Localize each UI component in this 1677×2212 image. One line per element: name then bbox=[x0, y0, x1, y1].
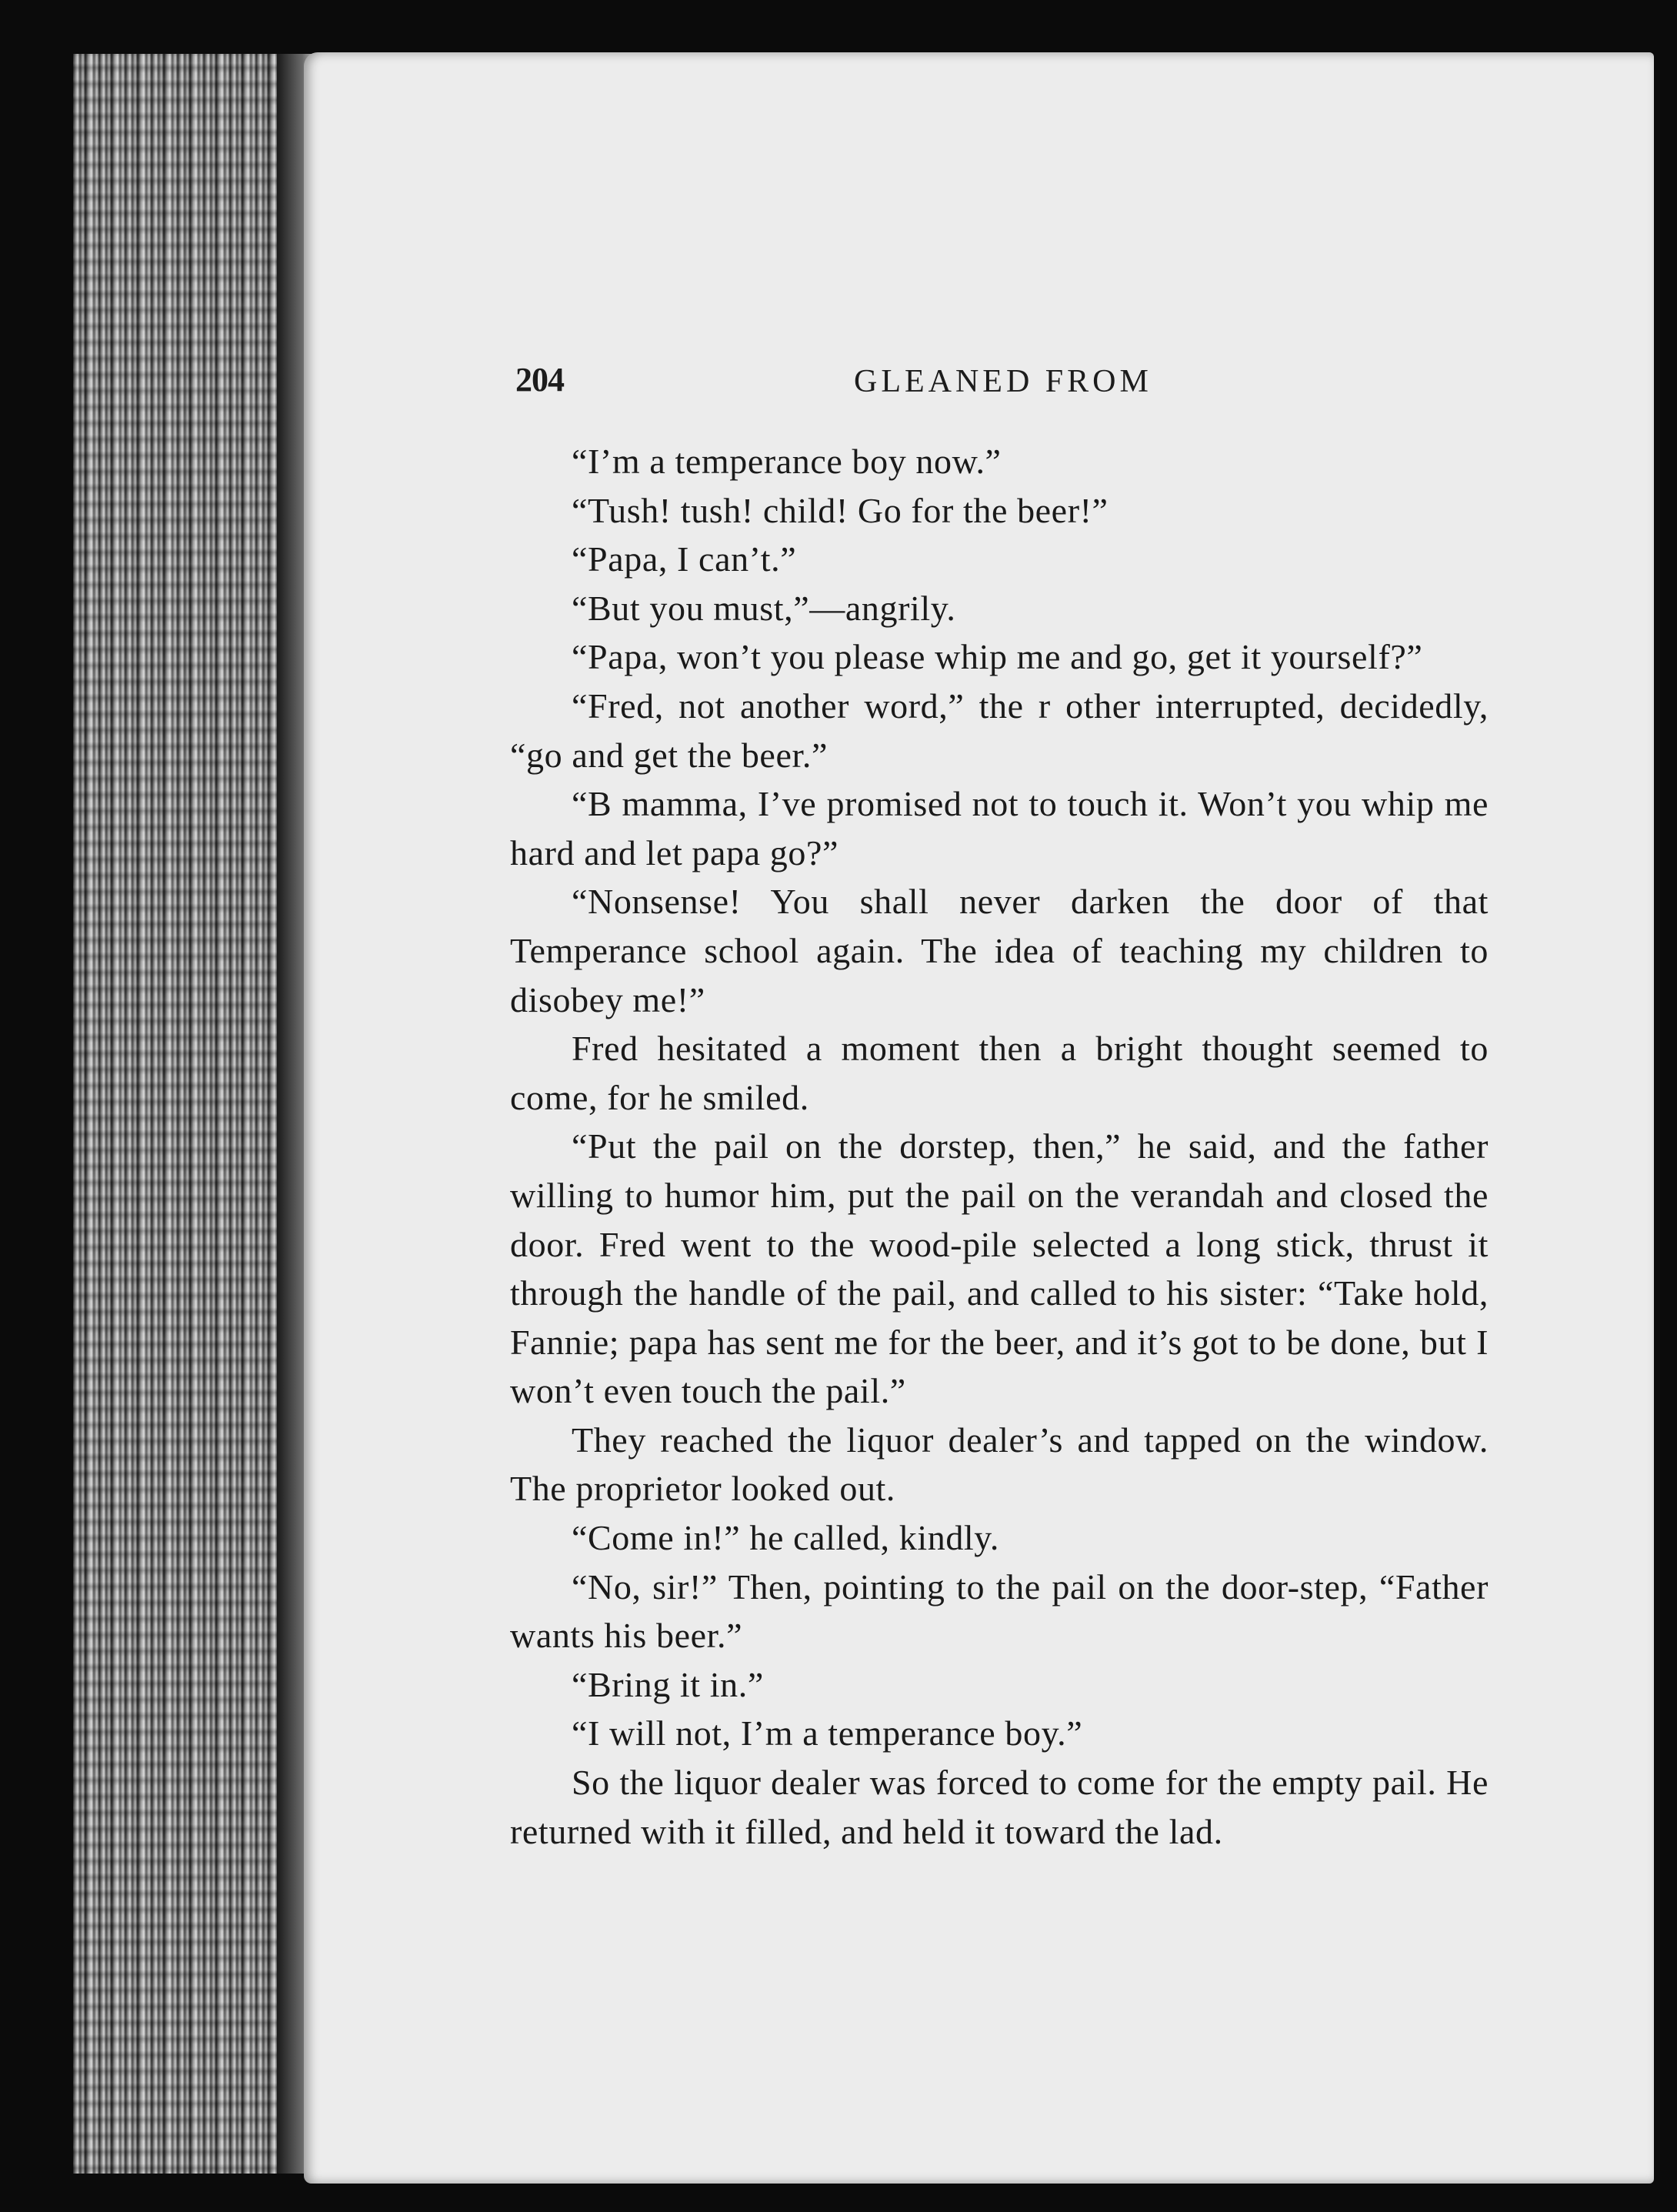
paragraph: “No, sir!” Then, pointing to the pail on the door-step, “Father wants his beer.” bbox=[510, 1566, 1489, 1656]
paragraph: “Papa, I can’t.” bbox=[572, 539, 797, 579]
paragraph: So the liquor dealer was forced to come for the empty pail. He returned with it filled, and held it toward the lad. bbox=[510, 1763, 1489, 1851]
paragraph: “Come in!” he called, kindly. bbox=[572, 1518, 1000, 1558]
paragraph: “I’m a temperance boy now.” bbox=[572, 442, 1002, 481]
paragraph: “But you must,”—angrily. bbox=[572, 588, 956, 628]
page-header bbox=[304, 352, 1654, 414]
paragraph: “Tush! tush! child! Go for the beer!” bbox=[572, 490, 1109, 530]
book-page-edges bbox=[73, 54, 304, 2174]
paragraph: “B mamma, I’ve promised not to touch it. Won’t you whip me hard and let papa go?” bbox=[510, 784, 1489, 872]
paragraph: “Put the pail on the dorstep, then,” he said, and the father willing to humor him, put the pail on the verandah and closed the door. Fred went to the wood-pile selected a long stick, thrust it through the handle of the pail, and called to his sister: “Take hold, Fannie; papa has sent me for the beer, and it’s got to be done, but I won’t even touch the pail.” bbox=[510, 1126, 1489, 1411]
paragraph: “I will not, I’m a temperance boy.” bbox=[572, 1713, 1083, 1753]
paragraph: Fred hesitated a moment then a bright thought seemed to come, for he smiled. bbox=[510, 1029, 1489, 1117]
paragraph: “Bring it in.” bbox=[572, 1664, 764, 1704]
paragraph: “Papa, won’t you please whip me and go, get it yourself?” bbox=[572, 637, 1423, 677]
paragraph: “Fred, not another word,” the r other interrupted, decidedly, “go and get the beer.” bbox=[510, 686, 1489, 775]
running-head: GLEANED FROM bbox=[854, 364, 1152, 399]
book-page bbox=[304, 52, 1654, 2184]
paragraph: They reached the liquor dealer’s and tapped on the window. The proprietor looked out. bbox=[510, 1420, 1489, 1509]
page-number: 204 bbox=[515, 361, 564, 399]
body-text bbox=[510, 437, 1489, 1856]
paragraph: “Nonsense! You shall never darken the door of that Temperance school again. The idea of teaching my children to disobey me!” bbox=[510, 882, 1489, 1019]
